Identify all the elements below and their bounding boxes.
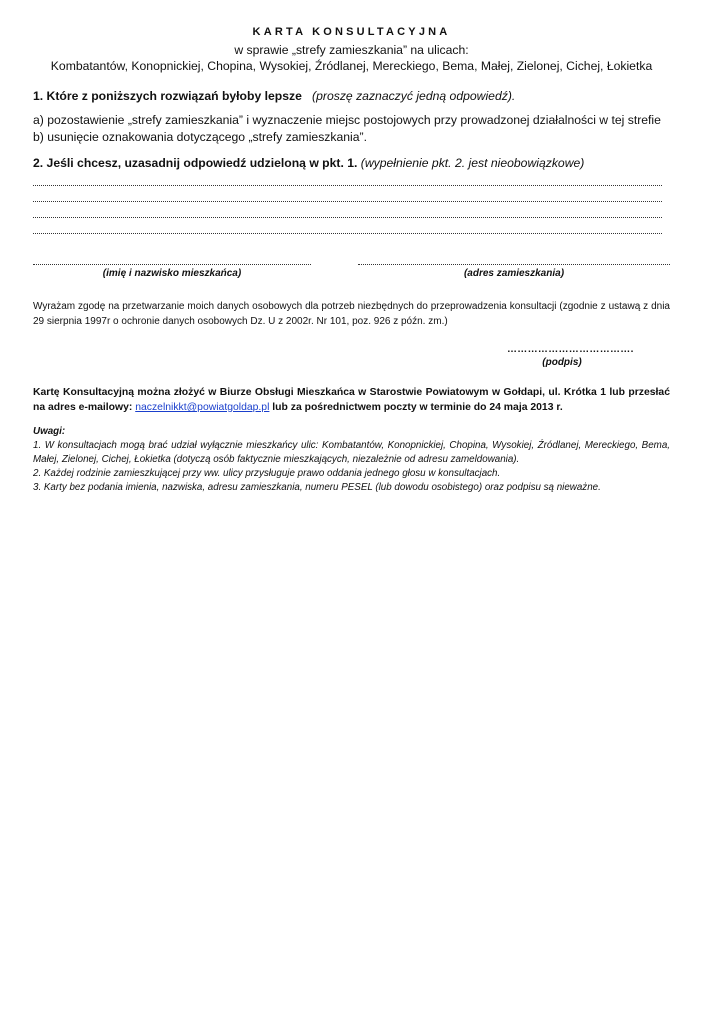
justification-field[interactable] — [33, 170, 670, 234]
signature-label: (podpis) — [542, 357, 582, 368]
subtitle-line-1: w sprawie „strefy zamieszkania” na ulicach: — [234, 43, 469, 57]
data-consent-text: Wyrażam zgodę na przetwarzanie moich danych osobowych dla potrzeb niezbędnych do przeprowadzenia konsultacji (zgodnie z ustawą z dnia 29 sierpnia 1997r o ochronie danych osobowych Dz. U z 2002r. Nr 101, poz. 926 z późn. zm.) — [33, 301, 670, 327]
notes-heading: Uwagi: — [33, 426, 66, 437]
question-1-label: 1. Które z poniższych rozwiązań byłoby lepsze — [33, 89, 302, 103]
note-item: 3. Karty bez podania imienia, nazwiska, adresu zamieszkania, numeru PESEL (lub dowodu osobistego) oraz podpisu są nieważne. — [33, 482, 601, 493]
address-field-group — [358, 256, 670, 279]
submission-deadline: lub za pośrednictwem poczty w terminie do 24 maja 2013 r. — [269, 402, 563, 413]
note-item: 2. Każdej rodzinie zamieszkującej przy ww. ulicy przysługuje prawo oddania jednego głosu w konsultacjach. — [33, 468, 501, 479]
signature-field[interactable]: ………………………………. — [507, 344, 634, 355]
question-2 — [33, 156, 670, 170]
question-1 — [33, 89, 670, 103]
note-item: 1. W konsultacjach mogą brać udział wyłącznie mieszkańcy ulic: Kombatantów, Konopnickiej, Chopina, Wysokiej, Źródlanej, Mereckiego, Bema, Małej, Zielonej, Cichej, Łokietka (dotyczą osób faktycznie mieszkających, niezależnie od adresu zameldowania). — [33, 440, 670, 465]
justification-line[interactable] — [33, 170, 662, 186]
question-2-hint: (wypełnienie pkt. 2. jest nieobowiązkowe) — [360, 156, 585, 170]
form-title: KARTA KONSULTACYJNA — [252, 26, 451, 38]
question-1-hint: (proszę zaznaczyć jedną odpowiedź). — [312, 89, 516, 103]
consultation-form — [33, 26, 670, 495]
name-field-group — [33, 256, 311, 279]
subtitle-streets: Kombatantów, Konopnickiej, Chopina, Wysokiej, Źródlanej, Mereckiego, Bema, Małej, Zielonej, Cichej, Łokietka — [50, 59, 653, 73]
justification-line[interactable] — [33, 202, 662, 218]
notes — [33, 425, 670, 495]
justification-line[interactable] — [33, 186, 662, 202]
name-field[interactable] — [33, 256, 311, 265]
question-2-label: 2. Jeśli chcesz, uzasadnij odpowiedź udzieloną w pkt. 1. — [33, 156, 358, 170]
address-field-label: (adres zamieszkania) — [463, 268, 565, 279]
name-field-label: (imię i nazwisko mieszkańca) — [102, 268, 242, 279]
justification-line[interactable] — [33, 218, 662, 234]
submission-info — [33, 385, 670, 415]
submission-text: Kartę Konsultacyjną można złożyć w Biurze Obsługi Mieszkańca w Starostwie Powiatowym w Gołdapi, ul. Krótka 1 lub przesłać na adres e-mailowy: — [33, 387, 670, 413]
email-link[interactable]: naczelnikkt@powiatgoldap.pl — [135, 402, 270, 413]
option-a[interactable]: a) pozostawienie „strefy zamieszkania” i wyznaczenie miejsc postojowych przy prowadzonej działalności w tej strefie — [33, 113, 661, 127]
option-b[interactable]: b) usunięcie oznakowania dotyczącego „strefy zamieszkania”. — [33, 130, 367, 144]
address-field[interactable] — [358, 256, 670, 265]
signature-row — [33, 256, 670, 279]
signature-box — [507, 344, 634, 368]
